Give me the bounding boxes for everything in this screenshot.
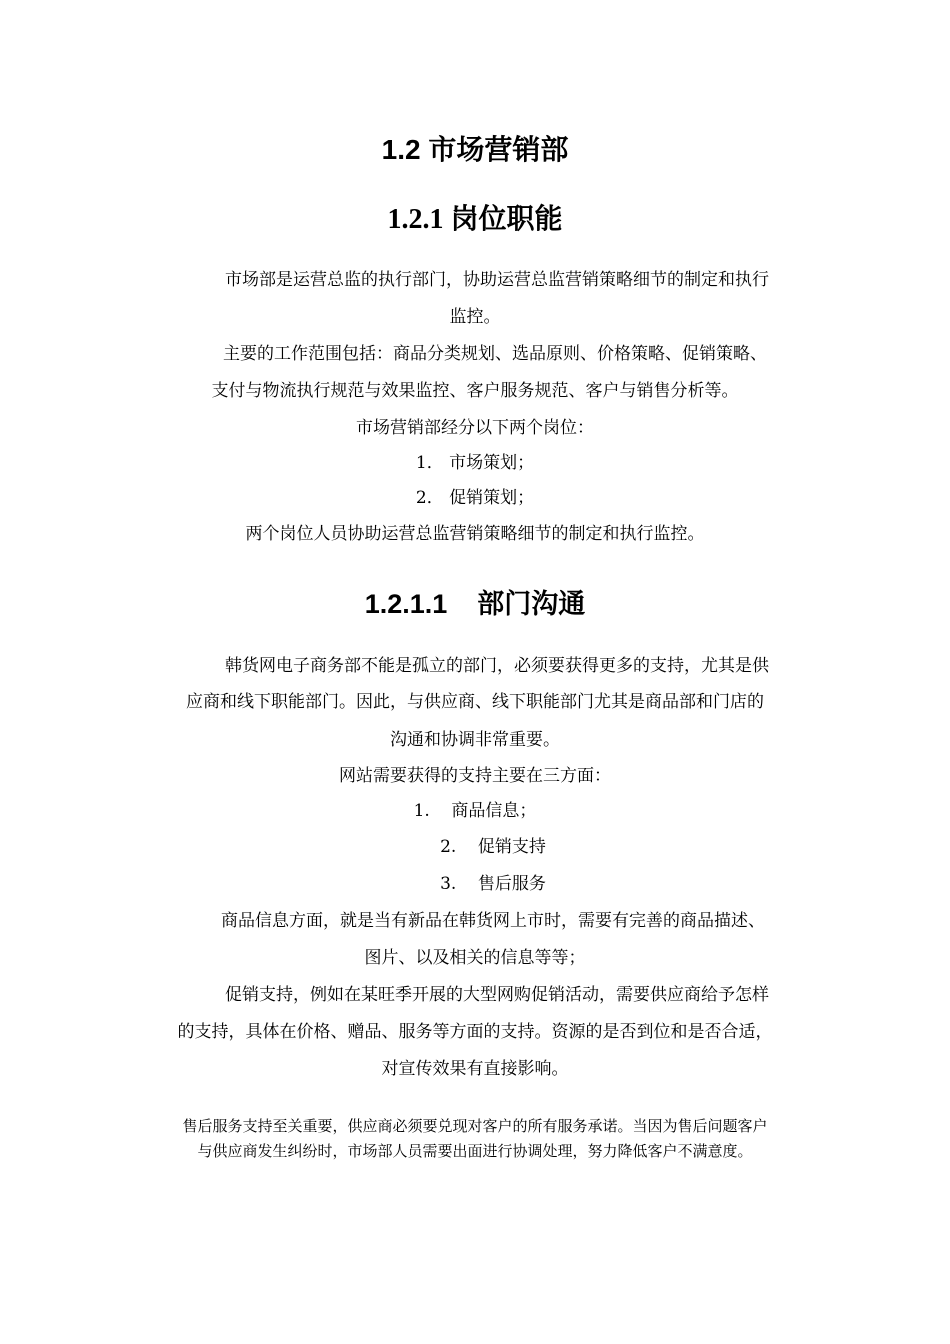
list-item: 2. 促销支持 <box>440 837 546 857</box>
paragraph-line: 主要的工作范围包括：商品分类规划、选品原则、价格策略、促销策略、 <box>223 344 767 364</box>
paragraph-line: 图片、以及相关的信息等等； <box>364 948 586 968</box>
paragraph-line: 网站需要获得的支持主要在三方面： <box>339 766 611 786</box>
list-item: 1. 商品信息； <box>413 801 537 821</box>
footnote-line: 与供应商发生纠纷时，市场部人员需要出面进行协调处理，努力降低客户不满意度。 <box>197 1142 753 1160</box>
paragraph-line: 沟通和协调非常重要。 <box>390 730 560 750</box>
list-item: 1． 市场策划； <box>415 453 535 473</box>
subsubsection-heading: 1.2.1.1 部门沟通 <box>364 589 586 619</box>
list-item: 3. 售后服务 <box>440 874 546 894</box>
paragraph-line: 商品信息方面，就是当有新品在韩货网上市时，需要有完善的商品描述、 <box>221 911 765 931</box>
footnote-line: 售后服务支持至关重要，供应商必须要兑现对客户的所有服务承诺。当因为售后问题客户 <box>182 1117 768 1135</box>
list-item: 2． 促销策划； <box>415 488 535 508</box>
paragraph-line: 韩货网电子商务部不能是孤立的部门，必须要获得更多的支持，尤其是供 <box>225 656 769 676</box>
paragraph-line: 支付与物流执行规范与效果监控、客户服务规范、客户与销售分析等。 <box>211 381 739 401</box>
paragraph-line: 促销支持，例如在某旺季开展的大型网购促销活动，需要供应商给予怎样 <box>225 985 769 1005</box>
section-heading: 1.2 市场营销部 <box>381 134 569 165</box>
paragraph-line: 市场营销部经分以下两个岗位： <box>356 418 594 438</box>
paragraph-line: 市场部是运营总监的执行部门，协助运营总监营销策略细节的制定和执行 <box>225 270 769 290</box>
paragraph-line: 对宣传效果有直接影响。 <box>381 1059 569 1079</box>
paragraph-line: 监控。 <box>449 307 501 327</box>
subsection-heading: 1.2.1 岗位职能 <box>387 204 563 235</box>
paragraph-line: 的支持，具体在价格、赠品、服务等方面的支持。资源的是否到位和是否合适， <box>177 1022 773 1042</box>
paragraph-line: 两个岗位人员协助运营总监营销策略细节的制定和执行监控。 <box>245 524 705 544</box>
paragraph-line: 应商和线下职能部门。因此，与供应商、线下职能部门尤其是商品部和门店的 <box>186 692 764 712</box>
